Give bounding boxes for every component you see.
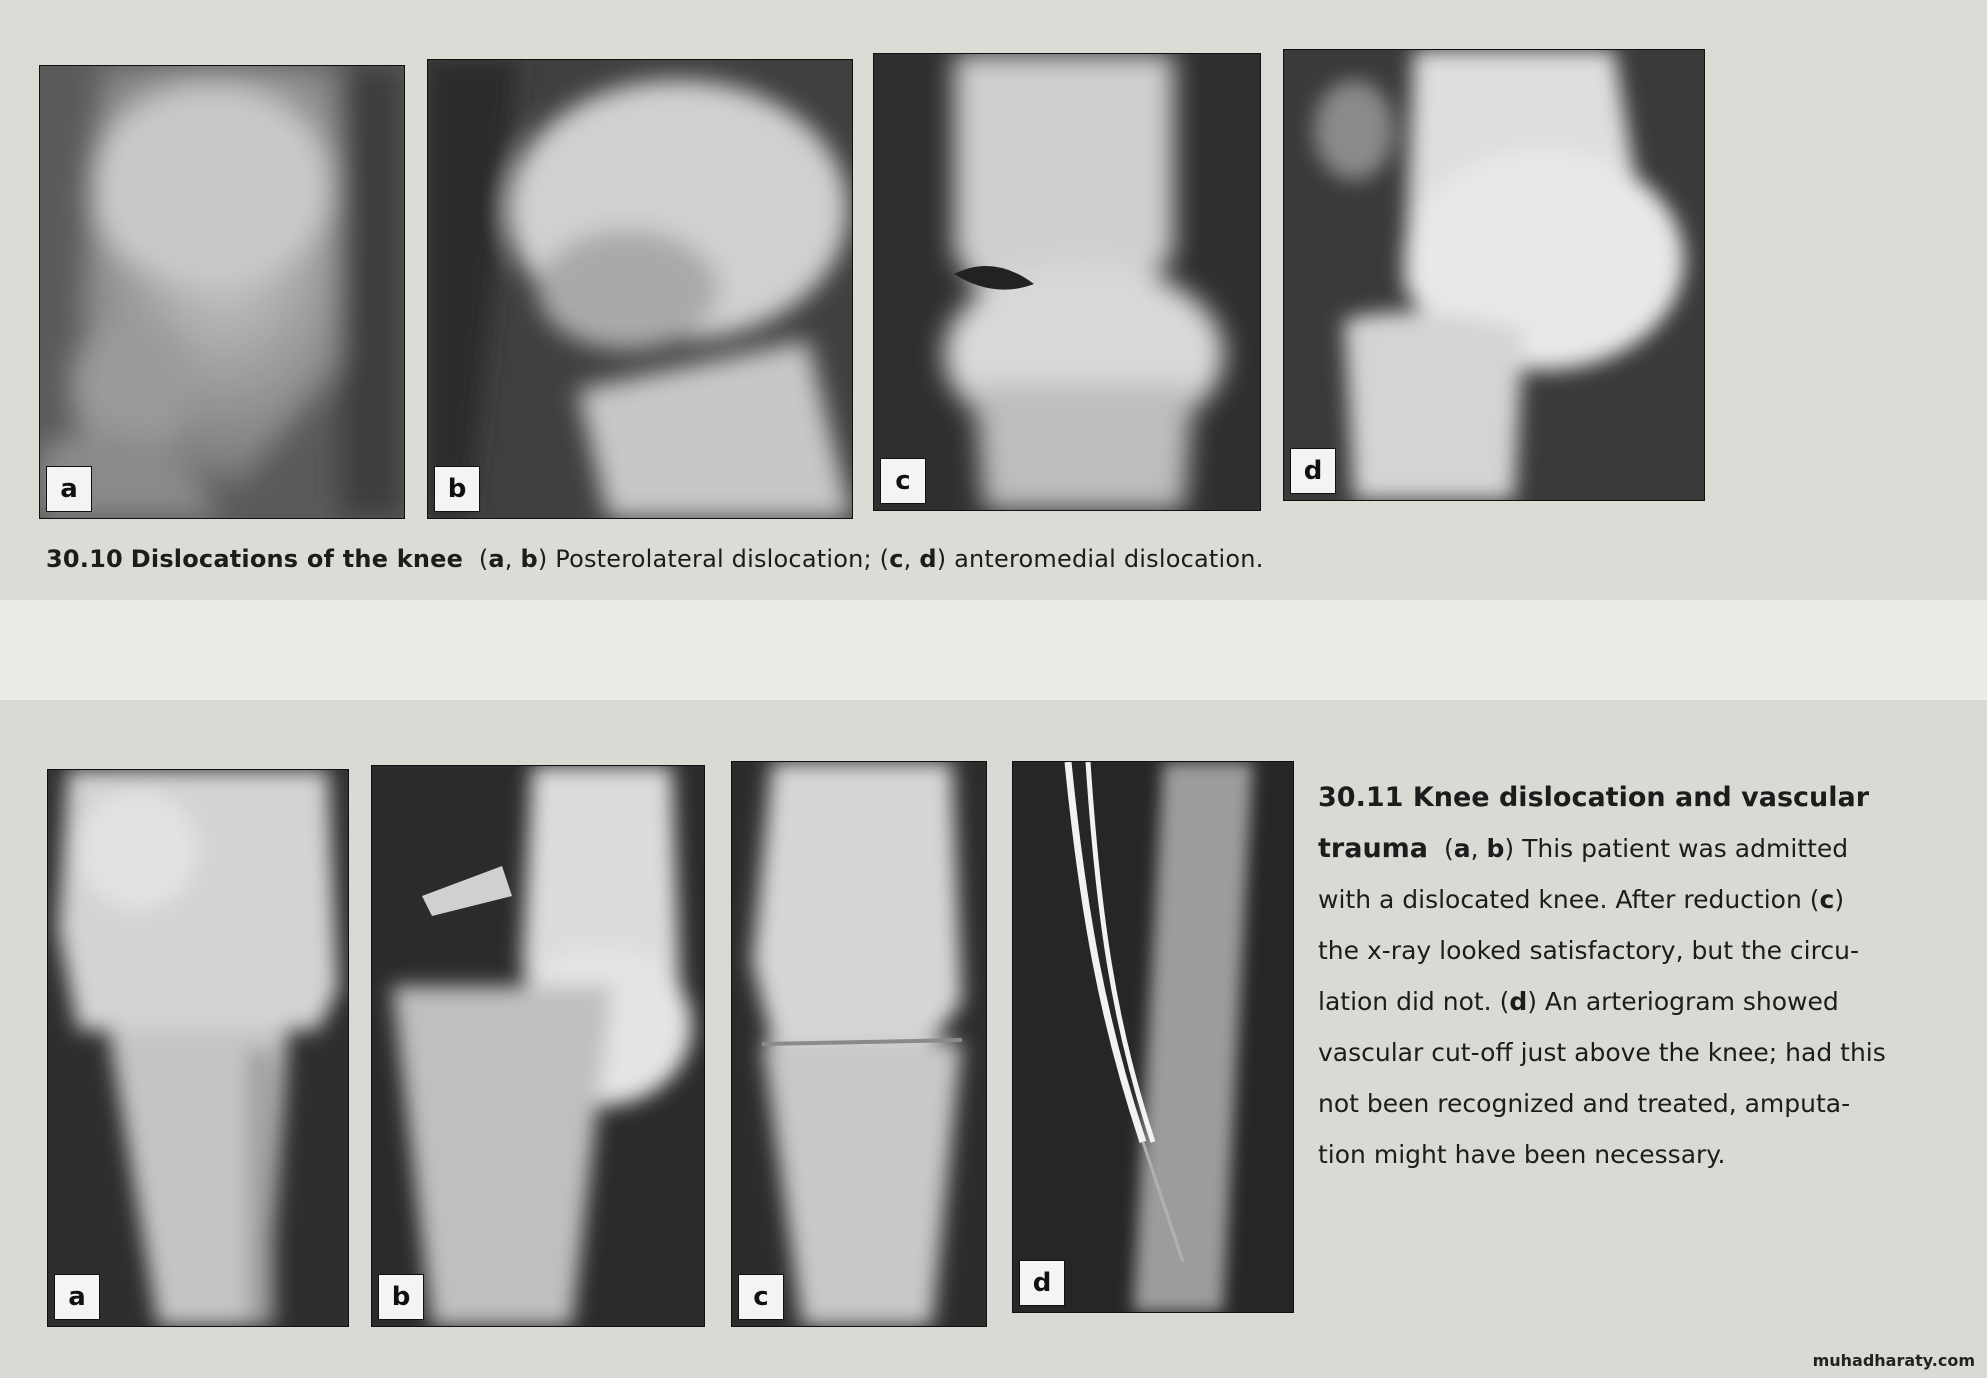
figure-2-panel-a: [48, 770, 348, 1326]
panel-label: b: [378, 1274, 424, 1320]
caption-line: [1318, 874, 1918, 925]
figure-2-title-cont: trauma: [1318, 833, 1429, 864]
xray-image: [732, 762, 986, 1326]
caption-line: [1444, 834, 1848, 863]
caption-text: (: [478, 545, 489, 573]
caption-letter: c: [889, 545, 904, 573]
caption-text: ) anteromedial dislocation.: [936, 545, 1264, 573]
caption-letter: c: [1819, 885, 1835, 914]
xray-image: [874, 54, 1260, 510]
figure-1-title: Dislocations of the knee: [130, 545, 464, 573]
caption-text: ,: [903, 545, 920, 573]
figure-2-number: 30.11: [1318, 782, 1404, 813]
caption-line: [1318, 925, 1918, 976]
caption-text: ) Posterolateral dislocation; (: [537, 545, 890, 573]
xray-image: [48, 770, 348, 1326]
figure-1-caption-text: [479, 545, 1264, 573]
caption-letter: d: [1509, 987, 1528, 1016]
caption-letter: a: [488, 545, 505, 573]
figure-1-number: 30.10: [46, 545, 123, 573]
caption-line: [1318, 1129, 1918, 1180]
xray-image: [428, 60, 852, 518]
caption-text: (: [1443, 834, 1454, 863]
figure-1-panel-a: [40, 66, 404, 518]
figure-2-panel-b: [372, 766, 704, 1326]
caption-letter: d: [919, 545, 937, 573]
caption-text: lation did not. (: [1318, 987, 1510, 1016]
caption-text: ,: [504, 545, 521, 573]
panel-label: a: [46, 466, 92, 512]
panel-label: d: [1019, 1260, 1065, 1306]
xray-image: [372, 766, 704, 1326]
caption-text: with a dislocated knee. After reduction (: [1318, 885, 1820, 914]
figure-2-title-line-1: [1318, 772, 1918, 823]
caption-text: ) This patient was admitted: [1504, 834, 1849, 863]
figure-1-panel-c: [874, 54, 1260, 510]
caption-text: the x-ray looked satisfactory, but the circu-: [1318, 936, 1859, 965]
figure-2-title: Knee dislocation and vascular: [1412, 782, 1870, 813]
watermark: muhadharaty.com: [1812, 1351, 1975, 1370]
page-gap: [0, 600, 1987, 700]
caption-text: not been recognized and treated, amputa-: [1318, 1089, 1851, 1118]
xray-image: [1013, 762, 1293, 1312]
figure-1-caption: [46, 545, 1264, 573]
xray-image: [1284, 50, 1704, 500]
caption-letter: b: [1486, 834, 1505, 863]
panel-label: c: [738, 1274, 784, 1320]
xray-image: [40, 66, 404, 518]
figure-2-caption: [1318, 772, 1918, 1180]
caption-text: tion might have been necessary.: [1318, 1140, 1726, 1169]
caption-text: ): [1834, 885, 1845, 914]
figure-2-panel-d: [1013, 762, 1293, 1312]
figure-2-panel-c: [732, 762, 986, 1326]
caption-letter: a: [1453, 834, 1471, 863]
caption-line: [1318, 1078, 1918, 1129]
figure-1-panel-d: [1284, 50, 1704, 500]
panel-label: a: [54, 1274, 100, 1320]
caption-text: vascular cut-off just above the knee; had this: [1318, 1038, 1886, 1067]
panel-label: d: [1290, 448, 1336, 494]
caption-letter: b: [520, 545, 538, 573]
figure-1-panel-b: [428, 60, 852, 518]
caption-text: ,: [1470, 834, 1487, 863]
caption-text: ) An arteriogram showed: [1527, 987, 1839, 1016]
panel-label: c: [880, 458, 926, 504]
caption-line: [1318, 1027, 1918, 1078]
caption-line: [1318, 976, 1918, 1027]
panel-label: b: [434, 466, 480, 512]
figure-2-title-line-2: [1318, 823, 1918, 874]
